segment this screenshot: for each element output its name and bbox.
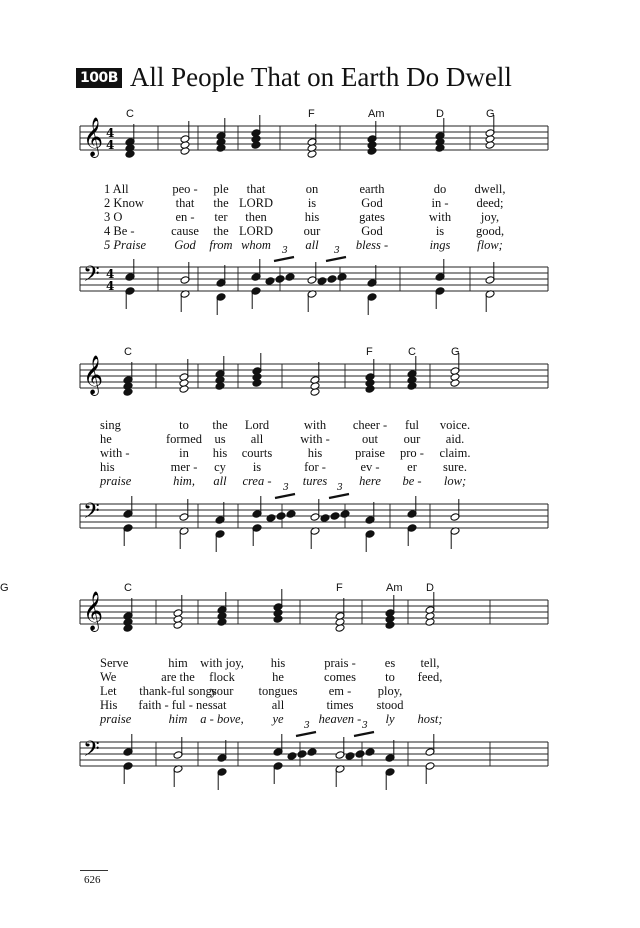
- beam: [296, 732, 316, 736]
- lyric-syllable: praise: [355, 446, 385, 460]
- treble-staff: [80, 600, 548, 624]
- time-signature: 4: [106, 138, 115, 152]
- tuplet-label: 3: [337, 483, 343, 493]
- lyric-syllable: God: [361, 196, 383, 210]
- lyric-syllable: his: [100, 460, 115, 474]
- bass-clef-icon: 𝄢: [83, 737, 100, 767]
- bass-clef-icon: 𝄢: [83, 262, 100, 292]
- lyric-syllable: joy,: [480, 210, 500, 224]
- lyric-syllable: ter: [214, 210, 228, 224]
- lyric-syllable: times: [326, 698, 354, 712]
- lyric-syllable: LORD: [238, 224, 274, 238]
- lyric-syllable: earth: [359, 182, 385, 196]
- lyric-syllable: his: [270, 656, 286, 670]
- lyric-syllable: is: [435, 224, 445, 238]
- lyric-syllable: cy: [214, 460, 226, 474]
- lyric-syllable: We: [100, 670, 117, 684]
- treble-clef-icon: 𝄞: [83, 117, 104, 157]
- lyric-syllable: ye: [272, 712, 284, 726]
- note-head: [265, 277, 275, 286]
- lyric-syllable: en -: [175, 210, 195, 224]
- lyric-syllable: er: [407, 460, 417, 474]
- lyric-syllable: cause: [171, 224, 199, 238]
- note-head: [327, 275, 337, 284]
- lyric-syllable: stood: [376, 698, 404, 712]
- chord-symbol: G: [451, 346, 460, 358]
- lyric-syllable: all: [271, 698, 285, 712]
- lyric-syllable: crea -: [242, 474, 272, 488]
- lyric-syllable: on: [305, 182, 319, 196]
- chord-symbol: Am: [386, 582, 403, 594]
- lyric-syllable: our: [403, 432, 421, 446]
- note-head: [355, 750, 365, 759]
- bass-clef-icon: 𝄢: [83, 499, 100, 529]
- lyric-syllable: ploy,: [377, 684, 403, 698]
- chord-symbol: C: [408, 346, 416, 358]
- lyric-syllable: gates: [359, 210, 385, 224]
- note-head: [340, 510, 350, 519]
- lyric-syllable: courts: [241, 446, 273, 460]
- footer-rule: [80, 870, 108, 871]
- lyric-syllable: his: [212, 446, 228, 460]
- chord-symbol: Am: [368, 108, 385, 120]
- lyric-syllable: praise: [100, 474, 132, 488]
- hymn-number: 100B: [76, 68, 122, 88]
- lyric-syllable: comes: [324, 670, 356, 684]
- beam: [354, 732, 374, 736]
- chord-symbol: F: [308, 108, 315, 120]
- beam: [274, 257, 294, 261]
- time-signature: 4: [106, 126, 115, 140]
- hymn-title: All People That on Earth Do Dwell: [129, 62, 512, 92]
- beam: [275, 494, 295, 498]
- lyric-syllable: tongues: [258, 684, 298, 698]
- lyric-syllable: ly: [385, 712, 395, 726]
- lyric-syllable: that: [246, 182, 266, 196]
- lyric-syllable: the: [212, 418, 228, 432]
- chord-symbol: G: [486, 108, 495, 120]
- lyric-syllable: at: [217, 698, 227, 712]
- lyric-syllable: to: [385, 670, 395, 684]
- lyric-syllable: then: [245, 210, 267, 224]
- lyric-syllable: prais -: [324, 656, 356, 670]
- lyric-syllable: pro -: [400, 446, 424, 460]
- lyric-syllable: good,: [475, 224, 505, 238]
- lyric-syllable: sing: [100, 418, 121, 432]
- note-head: [275, 275, 285, 284]
- beam: [329, 494, 349, 498]
- chord-symbol: F: [336, 582, 343, 594]
- note-head: [287, 752, 297, 761]
- lyric-syllable: deed;: [476, 196, 504, 210]
- lyric-syllable: us: [214, 432, 226, 446]
- lyric-syllable: from: [209, 238, 233, 252]
- lyric-syllable: aid.: [445, 432, 465, 446]
- lyric-syllable: he: [272, 670, 284, 684]
- tuplet-label: 3: [283, 483, 289, 493]
- chord-symbol: C: [124, 582, 132, 594]
- lyric-syllable: host;: [417, 712, 443, 726]
- lyric-syllable: 2 Know: [104, 196, 144, 210]
- lyric-syllable: mer -: [170, 460, 198, 474]
- beam: [326, 257, 346, 261]
- lyric-syllable: peo -: [172, 182, 198, 196]
- lyric-syllable: ev -: [360, 460, 380, 474]
- tuplet-label: 3: [304, 721, 310, 731]
- lyric-syllable: our: [303, 224, 321, 238]
- lyric-syllable: Lord: [244, 418, 270, 432]
- note-head: [286, 510, 296, 519]
- lyric-syllable: him: [168, 712, 188, 726]
- lyric-syllable: in: [179, 446, 189, 460]
- lyric-syllable: are the: [161, 670, 195, 684]
- page-number: 626: [84, 874, 101, 886]
- lyric-syllable: is: [307, 196, 317, 210]
- chord-symbol: D: [436, 108, 444, 120]
- lyric-syllable: Serve: [100, 656, 129, 670]
- lyric-syllable: be -: [402, 474, 422, 488]
- lyric-syllable: faith - ful - ness: [138, 698, 218, 712]
- lyric-syllable: in -: [431, 196, 449, 210]
- lyric-syllable: tell,: [420, 656, 440, 670]
- note-head: [307, 748, 317, 757]
- lyric-syllable: he: [100, 432, 112, 446]
- lyric-syllable: thank-ful songs: [139, 684, 217, 698]
- lyric-syllable: low;: [443, 474, 467, 488]
- note-head: [285, 273, 295, 282]
- note-head: [320, 514, 330, 523]
- chord-symbol: C: [124, 346, 132, 358]
- lyric-syllable: LORD: [238, 196, 274, 210]
- lyric-syllable: with: [428, 210, 452, 224]
- note-head: [297, 750, 307, 759]
- lyric-syllable: formed: [165, 432, 203, 446]
- lyric-syllable: Let: [100, 684, 117, 698]
- chord-symbol: D: [426, 582, 434, 594]
- lyric-syllable: 5 Praise: [104, 238, 147, 252]
- lyric-syllable: for -: [304, 460, 326, 474]
- time-signature: 4: [106, 279, 115, 293]
- note-head: [345, 752, 355, 761]
- lyric-syllable: heaven -: [318, 712, 362, 726]
- lyric-syllable: feed,: [417, 670, 443, 684]
- treble-clef-icon: 𝄞: [83, 591, 104, 631]
- lyric-syllable: God: [361, 224, 383, 238]
- lyric-syllable: with -: [100, 446, 130, 460]
- lyric-syllable: your: [210, 684, 234, 698]
- note-head: [317, 277, 327, 286]
- note-head: [276, 512, 286, 521]
- lyric-syllable: dwell,: [474, 182, 506, 196]
- note-head: [330, 512, 340, 521]
- lyric-syllable: that: [175, 196, 195, 210]
- tuplet-label: 3: [334, 246, 340, 256]
- note-head: [266, 514, 276, 523]
- lyric-syllable: es: [384, 656, 396, 670]
- lyric-syllable: 4 Be -: [104, 224, 135, 238]
- lyric-syllable: him,: [173, 474, 195, 488]
- lyric-syllable: flow;: [477, 238, 503, 252]
- lyric-syllable: 3 O: [104, 210, 123, 224]
- chord-symbol: F: [366, 346, 373, 358]
- lyric-syllable: all: [250, 432, 264, 446]
- lyric-syllable: em -: [328, 684, 352, 698]
- lyric-syllable: flock: [209, 670, 235, 684]
- note-head: [337, 273, 347, 282]
- tuplet-label: 3: [362, 721, 368, 731]
- lyric-syllable: ings: [429, 238, 451, 252]
- lyric-syllable: bless -: [355, 238, 389, 252]
- lyric-syllable: out: [362, 432, 378, 446]
- note-head: [365, 748, 375, 757]
- lyric-syllable: cheer -: [352, 418, 388, 432]
- lyric-syllable: with -: [300, 432, 330, 446]
- chord-symbol: G: [0, 582, 9, 594]
- lyric-syllable: voice.: [439, 418, 471, 432]
- treble-clef-icon: 𝄞: [83, 355, 104, 395]
- lyric-syllable: all: [213, 474, 227, 488]
- lyric-syllable: the: [213, 224, 229, 238]
- lyric-syllable: all: [305, 238, 319, 252]
- lyric-syllable: the: [213, 196, 229, 210]
- lyric-syllable: with: [303, 418, 327, 432]
- tuplet-label: 3: [282, 246, 288, 256]
- lyric-syllable: ful: [405, 418, 419, 432]
- lyric-syllable: is: [252, 460, 262, 474]
- lyric-syllable: sure.: [443, 460, 467, 474]
- time-signature: 4: [106, 267, 115, 281]
- lyric-syllable: his: [304, 210, 320, 224]
- lyric-syllable: tures: [302, 474, 328, 488]
- lyric-syllable: whom: [241, 238, 271, 252]
- lyric-syllable: God: [174, 238, 196, 252]
- lyric-syllable: praise: [100, 712, 132, 726]
- chord-symbol: C: [126, 108, 134, 120]
- lyric-syllable: do: [433, 182, 447, 196]
- lyric-syllable: claim.: [439, 446, 471, 460]
- lyric-syllable: His: [100, 698, 118, 712]
- lyric-syllable: with joy,: [200, 656, 244, 670]
- lyric-syllable: his: [307, 446, 323, 460]
- lyric-syllable: a - bove,: [200, 712, 244, 726]
- lyric-syllable: him: [168, 656, 188, 670]
- lyric-syllable: ple: [213, 182, 229, 196]
- lyric-syllable: here: [359, 474, 381, 488]
- lyric-syllable: to: [179, 418, 189, 432]
- lyric-syllable: 1 All: [104, 182, 129, 196]
